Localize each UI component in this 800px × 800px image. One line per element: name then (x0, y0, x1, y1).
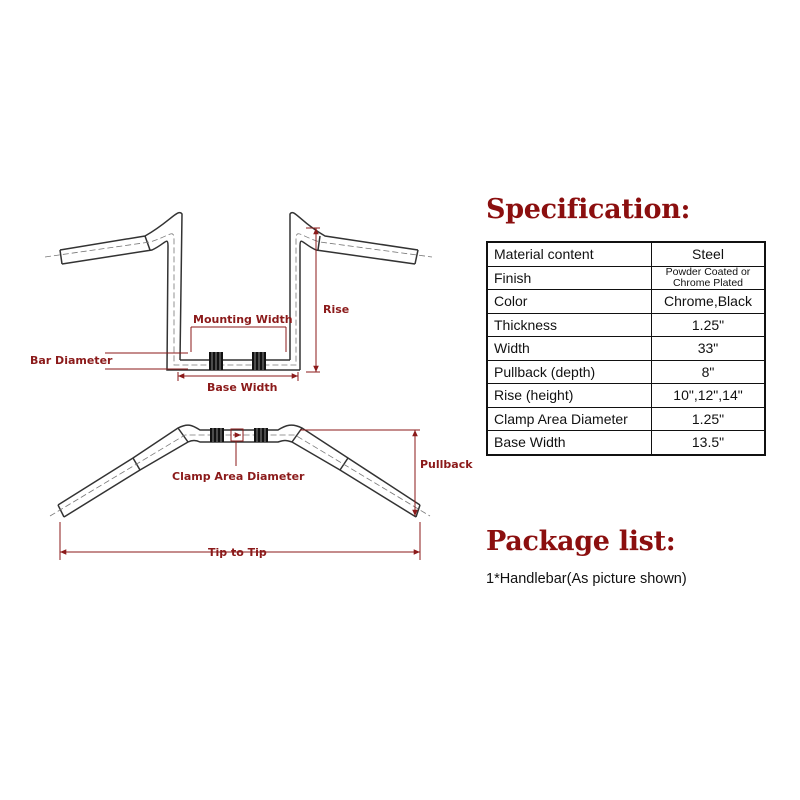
table-row (487, 360, 765, 384)
clamp-area-diameter-label: Clamp Area Diameter (172, 470, 305, 483)
spec-value: Powder Coated or Chrome Plated (652, 266, 766, 290)
specification-heading: Specification: (486, 194, 691, 225)
spec-value: Steel (652, 242, 766, 266)
front-knurl-left (209, 352, 223, 370)
front-view-handlebar (60, 213, 418, 370)
bar-diameter-label: Bar Diameter (30, 354, 113, 367)
tip-to-tip-label: Tip to Tip (208, 546, 267, 559)
spec-key: Pullback (depth) (487, 360, 652, 384)
spec-key: Color (487, 290, 652, 314)
mounting-width-label: Mounting Width (193, 313, 293, 326)
table-row (487, 242, 765, 266)
rise-label: Rise (323, 303, 350, 316)
package-list-heading: Package list: (486, 526, 676, 557)
spec-key: Width (487, 337, 652, 361)
table-row (487, 431, 765, 455)
spec-key: Clamp Area Diameter (487, 407, 652, 431)
spec-value: 33" (652, 337, 766, 361)
table-row (487, 290, 765, 314)
specification-table (486, 241, 766, 456)
front-knurl-right (252, 352, 266, 370)
base-width-label: Base Width (207, 381, 278, 394)
table-row (487, 407, 765, 431)
pullback-label: Pullback (420, 458, 473, 471)
package-list-item: 1*Handlebar(As picture shown) (486, 571, 687, 587)
table-row (487, 384, 765, 408)
spec-value: 1.25" (652, 313, 766, 337)
spec-key: Base Width (487, 431, 652, 455)
spec-value: 1.25" (652, 407, 766, 431)
table-row (487, 266, 765, 290)
table-row (487, 337, 765, 361)
spec-key: Rise (height) (487, 384, 652, 408)
side-knurl-right (254, 428, 268, 442)
front-centerline (45, 234, 432, 365)
spec-value: 10",12",14" (652, 384, 766, 408)
spec-value: 8" (652, 360, 766, 384)
spec-key: Finish (487, 266, 652, 290)
spec-key: Thickness (487, 313, 652, 337)
spec-value: Chrome,Black (652, 290, 766, 314)
spec-value: 13.5" (652, 431, 766, 455)
spec-key: Material content (487, 242, 652, 266)
table-row (487, 313, 765, 337)
side-knurl-left (210, 428, 224, 442)
